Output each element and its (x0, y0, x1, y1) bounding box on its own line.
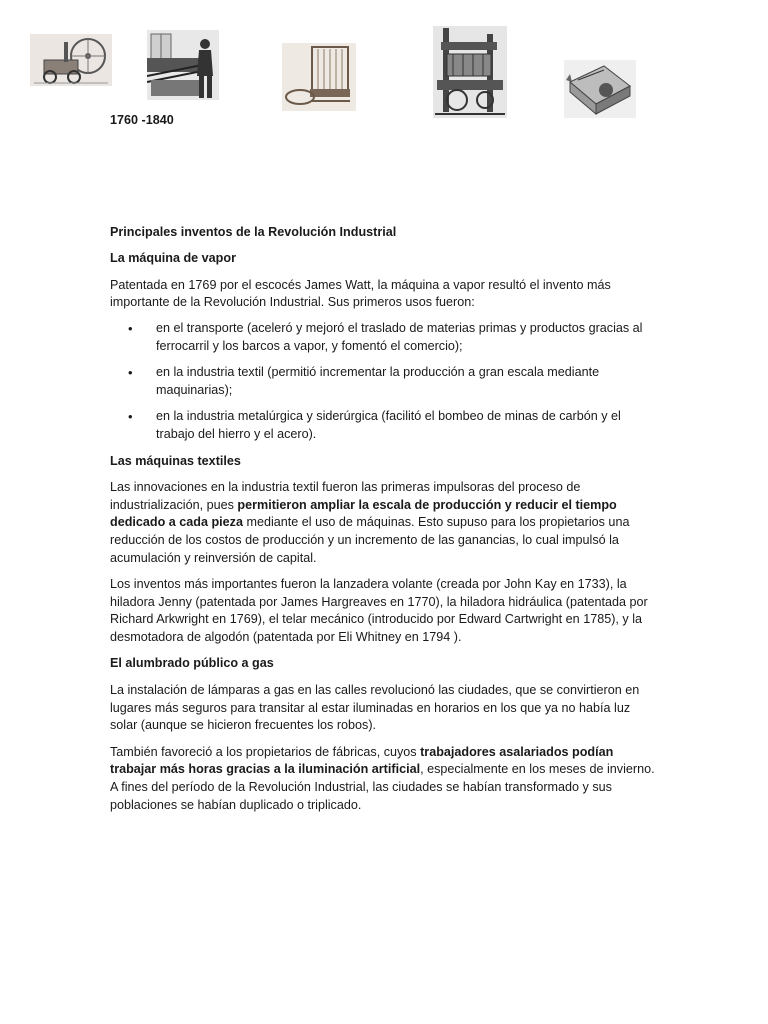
bold-text-run: trabajadores asalariados podían trabajar más horas gracias a la iluminación artificial (110, 744, 614, 777)
steam-heading: La máquina de vapor (110, 251, 236, 266)
text-run: , especialmente en los meses de invierno. A fines del período de la Revolución Industrial, las ciudades se habían transformado y sus poblaciones se habían duplicado o triplicado. (110, 762, 655, 812)
power-loom-engraving (433, 26, 507, 118)
steam-uses-list (110, 320, 660, 444)
textiles-paragraph-1 (110, 479, 660, 567)
steam-intro: Patentada en 1769 por el escocés James Watt, la máquina a vapor resultó el invento más importante de la Revolución Industrial. Sus primeros usos fueron: (110, 277, 611, 310)
text-run: Las innovaciones en la industria textil fueron las primeras impulsoras del proceso de industrialización, pues (110, 480, 581, 512)
text-run: También favoreció a los propietarios de fábricas, cuyos (110, 744, 421, 759)
list-item-text: en la industria textil (permitió incrementar la producción a gran escala mediante maquinarias); (156, 365, 600, 397)
bold-text-run: permitieron ampliar la escala de producción y reducir el tiempo dedicado a cada pieza (110, 497, 617, 530)
worker-machine-engraving (147, 30, 219, 100)
gas-paragraph-1: La instalación de lámparas a gas en las calles revolucionó las ciudades, que se convirtieron en lugares más seguros para transitar al estar iluminadas en horarios en los que ya no había luz solar (aunque se hicieron frecuentes los robos). (110, 683, 640, 733)
bullet: • (128, 409, 133, 425)
gas-heading: El alumbrado público a gas (110, 656, 274, 671)
date-range: 1760 -1840 (110, 113, 174, 127)
spinning-machine-engraving (282, 43, 356, 111)
gas-paragraph-2 (110, 744, 660, 814)
list-item (110, 320, 660, 355)
list-item-text: en la industria metalúrgica y siderúrgica (facilitó el bombeo de minas de carbón y el trabajo del hierro y el acero). (156, 409, 621, 441)
textiles-heading: Las máquinas textiles (110, 453, 241, 468)
steam-locomotive-engraving (30, 34, 112, 86)
bullet: • (128, 365, 133, 381)
cotton-gin-engraving (564, 60, 636, 118)
textiles-paragraph-2: Los inventos más importantes fueron la lanzadera volante (creada por John Kay en 1733), la hiladora Jenny (patentada por James Hargreaves en 1770), la hiladora hidráulica (patentada por Richard Arkwright en 1769), el telar mecánico (introducido por Edward Cartwright en 1785), y la desmotadora de algodón (patentada por Eli Whitney en 1794 ). (110, 577, 648, 644)
list-item-text: en el transporte (aceleró y mejoró el traslado de materias primas y productos gracias al ferrocarril y los barcos a vapor, y fomentó el comercio); (156, 320, 643, 353)
list-item (110, 364, 660, 399)
main-heading: Principales inventos de la Revolución Industrial (110, 224, 397, 239)
bullet: • (128, 320, 133, 336)
text-run: mediante el uso de máquinas. Esto supuso para los propietarios una reducción de los costos de producción y un incremento de las ganancias, lo cual impulsó la acumulación y reinversión de capital. (110, 515, 630, 565)
document-body (110, 112, 660, 814)
list-item (110, 408, 660, 443)
